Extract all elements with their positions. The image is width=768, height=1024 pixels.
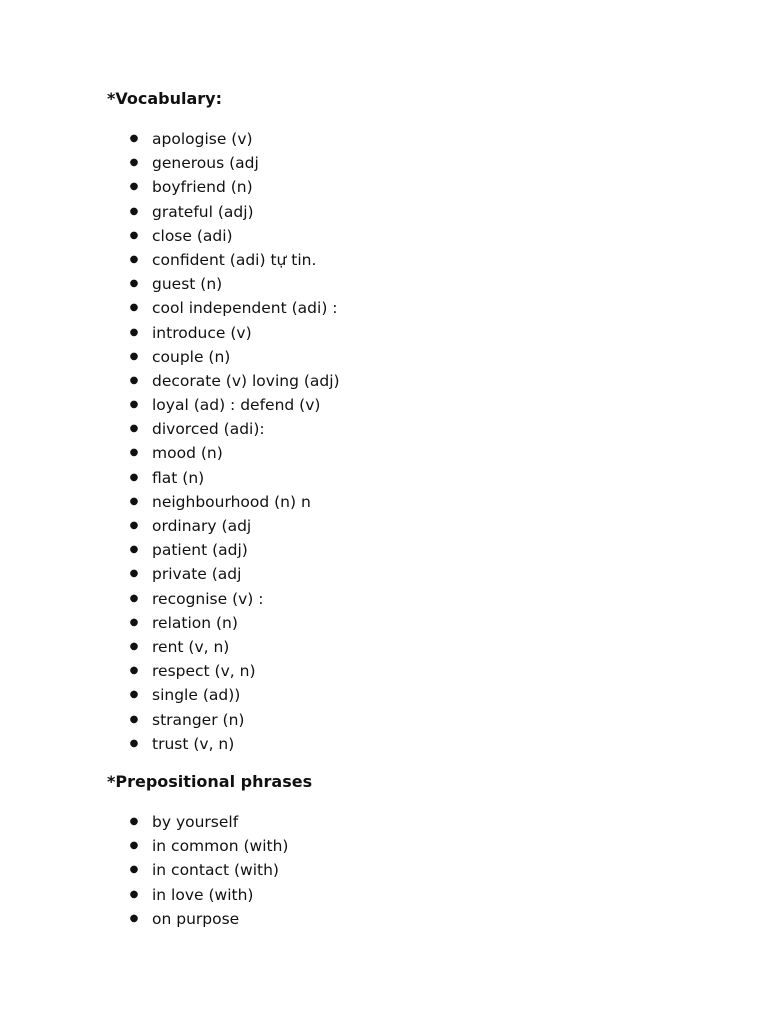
bullet-icon: ● xyxy=(129,640,139,652)
bullet-icon: ● xyxy=(129,888,139,900)
list-item xyxy=(0,834,768,858)
list-item xyxy=(0,248,768,272)
list-item-text: flat (n) xyxy=(152,468,205,487)
list-item xyxy=(0,732,768,756)
list-item xyxy=(0,858,768,882)
list-item xyxy=(0,127,768,151)
bullet-icon: ● xyxy=(129,864,139,876)
list-item xyxy=(0,296,768,320)
bullet-icon: ● xyxy=(129,350,139,362)
bullet-icon: ● xyxy=(129,544,139,556)
list-item xyxy=(0,151,768,175)
bullet-icon: ● xyxy=(129,181,139,193)
bullet-icon: ● xyxy=(129,616,139,628)
bullet-icon: ● xyxy=(129,471,139,483)
list-item xyxy=(0,659,768,683)
list-item-text: apologise (v) xyxy=(152,130,253,148)
bullet-icon: ● xyxy=(129,205,139,217)
list-item xyxy=(0,224,768,248)
bullet-icon: ● xyxy=(129,374,139,386)
list-item xyxy=(0,272,768,296)
bullet-icon: ● xyxy=(129,423,139,435)
bullet-icon: ● xyxy=(129,157,139,169)
list-item xyxy=(0,200,768,224)
list-item xyxy=(0,883,768,907)
list-item-text: in contact (with) xyxy=(152,861,279,880)
list-item-text: patient (adj) xyxy=(152,541,248,560)
list-item xyxy=(0,441,768,465)
bullet-icon: ● xyxy=(129,399,139,411)
list-item xyxy=(0,417,768,441)
list-item-text: confident (adi) tự tin. xyxy=(152,250,317,269)
list-item-text: introduce (v) xyxy=(152,323,252,342)
bullet-icon: ● xyxy=(129,133,139,144)
bullet-icon: ● xyxy=(129,592,139,604)
list-item xyxy=(0,538,768,562)
bullet-icon: ● xyxy=(129,568,139,580)
list-item xyxy=(0,587,768,611)
list-item xyxy=(0,369,768,393)
bullet-icon: ● xyxy=(129,447,139,459)
prepositional-phrases-heading: *Prepositional phrases xyxy=(107,772,313,791)
bullet-icon: ● xyxy=(129,229,139,241)
list-item xyxy=(0,708,768,732)
list-item-text: loyal (ad) : defend (v) xyxy=(152,396,321,415)
list-item xyxy=(0,393,768,417)
vocabulary-list xyxy=(0,127,768,756)
list-item-text: neighbourhood (n) n xyxy=(152,492,311,511)
list-item xyxy=(0,345,768,369)
list-item-text: ordinary (adj xyxy=(152,517,252,535)
list-item xyxy=(0,635,768,659)
list-item-text: by yourself xyxy=(152,813,239,831)
bullet-icon: ● xyxy=(129,840,139,852)
list-item-text: private (adj xyxy=(152,565,242,584)
bullet-icon: ● xyxy=(129,278,139,290)
list-item-text: grateful (adj) xyxy=(152,202,254,221)
list-item xyxy=(0,562,768,586)
list-item xyxy=(0,175,768,199)
bullet-icon: ● xyxy=(129,665,139,677)
bullet-icon: ● xyxy=(129,326,139,338)
list-item-text: in love (with) xyxy=(152,885,254,904)
list-item-text: rent (v, n) xyxy=(152,637,230,656)
list-item-text: recognise (v) : xyxy=(152,589,264,608)
bullet-icon: ● xyxy=(129,737,139,749)
list-item-text: trust (v, n) xyxy=(152,734,235,753)
prepositional-phrases-list xyxy=(0,810,768,931)
list-item-text: guest (n) xyxy=(152,275,223,294)
bullet-icon: ● xyxy=(129,253,139,265)
list-item xyxy=(0,490,768,514)
list-item-text: couple (n) xyxy=(152,347,231,366)
bullet-icon: ● xyxy=(129,713,139,725)
list-item xyxy=(0,466,768,490)
bullet-icon: ● xyxy=(129,816,139,827)
bullet-icon: ● xyxy=(129,912,139,924)
list-item xyxy=(0,611,768,635)
list-item-text: in common (with) xyxy=(152,837,289,856)
list-item-text: close (adi) xyxy=(152,226,233,245)
list-item-text: generous (adj xyxy=(152,154,259,173)
list-item xyxy=(0,810,768,834)
list-item-text: respect (v, n) xyxy=(152,662,256,681)
list-item-text: stranger (n) xyxy=(152,710,245,729)
list-item xyxy=(0,514,768,538)
list-item xyxy=(0,907,768,931)
list-item-text: divorced (adi): xyxy=(152,420,265,439)
bullet-icon: ● xyxy=(129,495,139,507)
list-item xyxy=(0,321,768,345)
list-item-text: decorate (v) loving (adj) xyxy=(152,371,340,390)
list-item-text: relation (n) xyxy=(152,613,238,632)
list-item-text: cool independent (adi) : xyxy=(152,299,338,318)
vocabulary-heading: *Vocabulary: xyxy=(107,89,222,108)
bullet-icon: ● xyxy=(129,520,139,531)
bullet-icon: ● xyxy=(129,689,139,701)
list-item-text: single (ad)) xyxy=(152,686,241,705)
list-item xyxy=(0,683,768,707)
list-item-text: boyfriend (n) xyxy=(152,178,253,197)
list-item-text: mood (n) xyxy=(152,444,223,463)
bullet-icon: ● xyxy=(129,302,139,314)
list-item-text: on purpose xyxy=(152,909,240,928)
